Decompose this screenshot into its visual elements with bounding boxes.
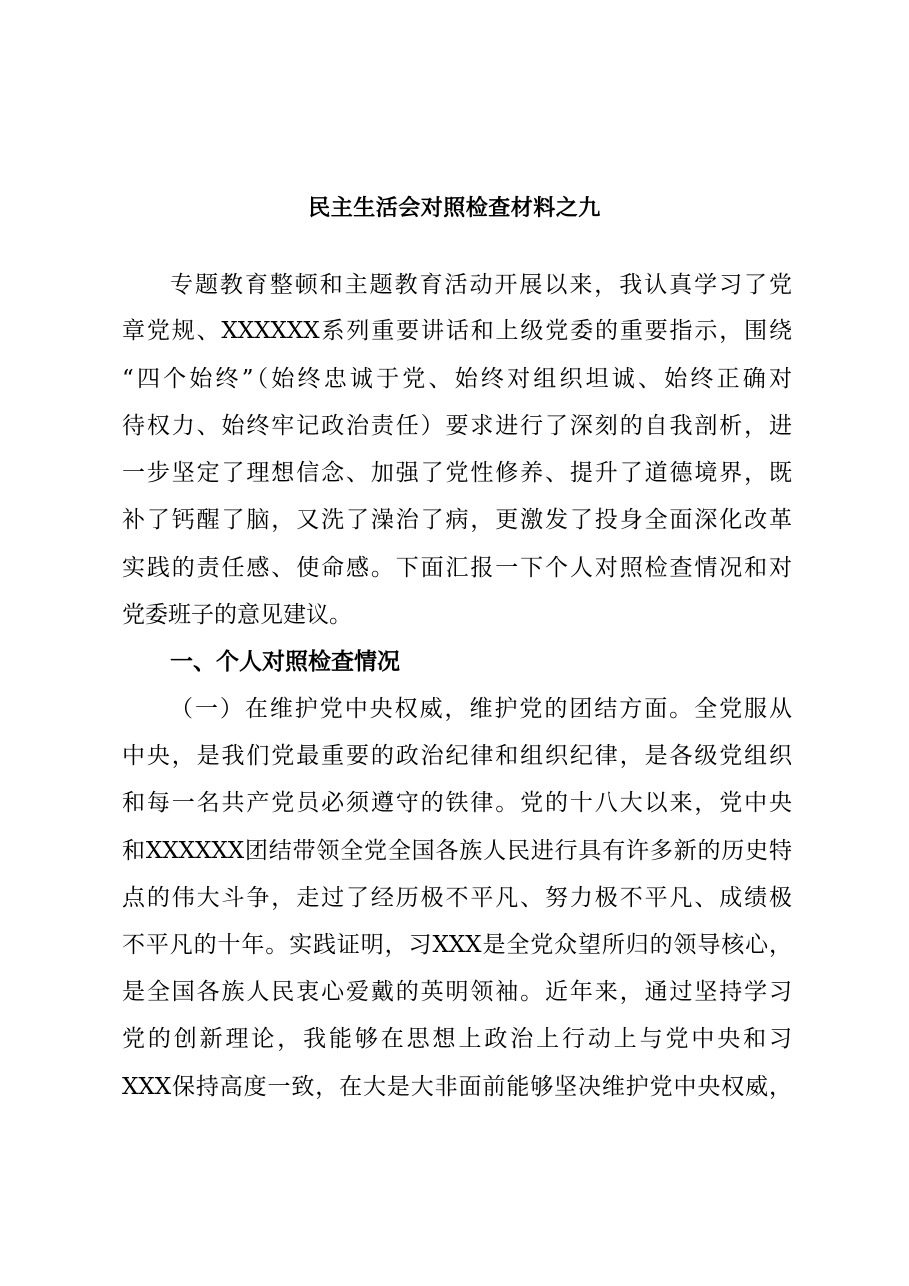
paragraph-1-line-3: “四个始终”（始终忠诚于党、始终对组织坦诚、始终正确对 (122, 366, 792, 392)
paragraph-1-line-7: 实践的责任感、使命感。下面汇报一下个人对照检查情况和对 (122, 555, 792, 581)
paragraph-1-line-5: 一步坚定了理想信念、加强了党性修养、提升了道德境界，既 (122, 460, 792, 486)
paragraph-2-line-4: 和XXXXXX团结带领全党全国各族人民进行具有许多新的历史特 (122, 838, 792, 864)
document-title: 民主生活会对照检查材料之九 (308, 195, 601, 221)
paragraph-2-line-3: 和每一名共产党员必须遵守的铁律。党的十八大以来，党中央 (122, 790, 792, 816)
paragraph-2-line-2: 中央，是我们党最重要的政治纪律和组织纪律，是各级党组织 (122, 743, 792, 769)
section-heading: 一、个人对照检查情况 (170, 648, 400, 675)
paragraph-2-line-5: 点的伟大斗争，走过了经历极不平凡、努力极不平凡、成绩极 (122, 885, 792, 911)
paragraph-1-line-6: 补了钙醒了脑，又洗了澡治了病，更激发了投身全面深化改革 (122, 507, 792, 533)
paragraph-2-line-9: XXX保持高度一致，在大是大非面前能够坚决维护党中央权威， (122, 1074, 792, 1100)
paragraph-2-line-6: 不平凡的十年。实践证明，习XXX是全党众望所归的领导核心， (122, 932, 792, 958)
paragraph-1-line-2: 章党规、XXXXXX系列重要讲话和上级党委的重要指示，围绕 (122, 318, 792, 344)
paragraph-1-line-8: 党委班子的意见建议。 (122, 602, 352, 628)
paragraph-2-line-7: 是全国各族人民衷心爱戴的英明领袖。近年来，通过坚持学习 (122, 979, 792, 1005)
paragraph-2-line-1: （一）在维护党中央权威，维护党的团结方面。全党服从 (170, 696, 792, 722)
paragraph-1-line-1: 专题教育整顿和主题教育活动开展以来，我认真学习了党 (170, 272, 792, 298)
paragraph-1-line-4: 待权力、始终牢记政治责任）要求进行了深刻的自我剖析，进 (122, 413, 792, 439)
paragraph-2-line-8: 党的创新理论，我能够在思想上政治上行动上与党中央和习 (122, 1026, 792, 1052)
